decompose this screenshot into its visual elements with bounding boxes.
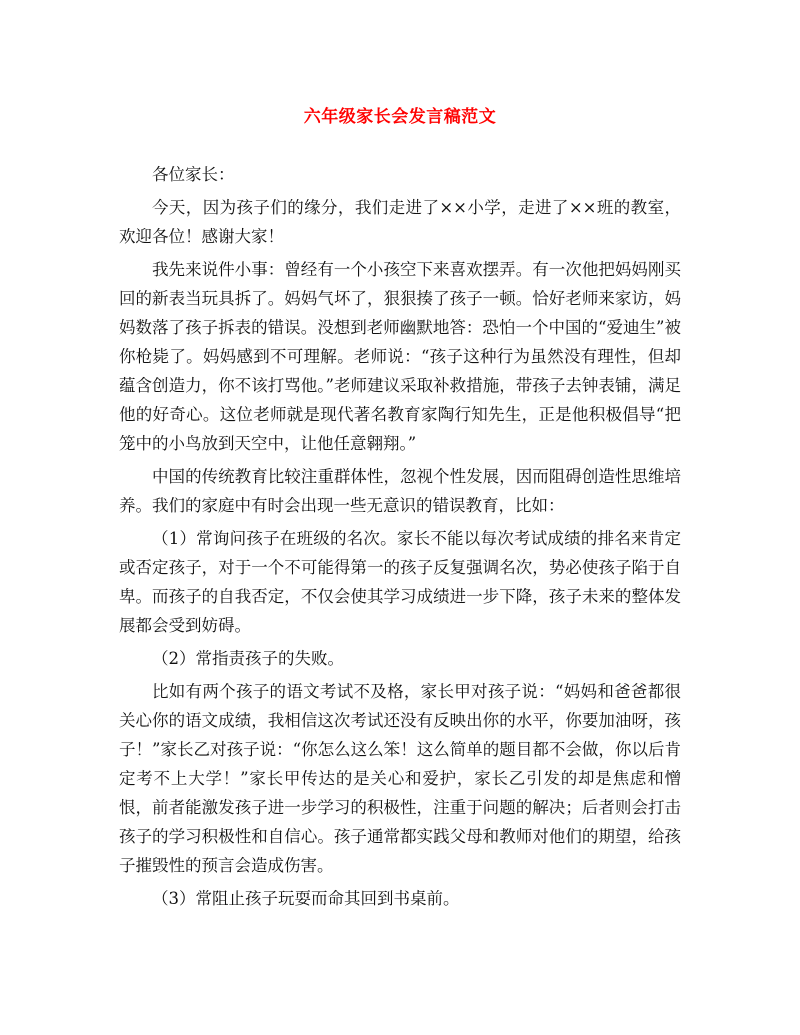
paragraph-item-2: （2）常指责孩子的失败。	[152, 649, 344, 668]
paragraph-welcome: 今天，因为孩子们的缘分，我们走进了××小学，走进了××班的教室，欢迎各位！感谢大家！	[119, 198, 681, 246]
document-body	[119, 160, 681, 913]
salutation-paragraph: 各位家长：	[152, 165, 235, 184]
paragraph-item-3: （3）常阻止孩子玩耍而命其回到书桌前。	[152, 889, 460, 908]
paragraph-traditional-education: 中国的传统教育比较注重群体性，忽视个性发展，因而阻碍创造性思维培养。我们的家庭中有时会出现一些无意识的错误教育，比如：	[119, 467, 681, 515]
document-title: 六年级家长会发言稿范文	[303, 107, 497, 127]
paragraph-example: 比如有两个孩子的语文考试不及格，家长甲对孩子说：“妈妈和爸爸都很关心你的语文成绩，我相信这次考试还没有反映出你的水平，你要加油呀，孩子！”家长乙对孩子说：“你怎么这么笨！这么简单的题目都不会做，你以后肯定考不上大学！”家长甲传达的是关心和爱护，家长乙引发的却是焦虑和憎恨，前者能激发孩子进一步学习的积极性，注重于问题的解决；后者则会打击孩子的学习积极性和自信心。孩子通常都实践父母和教师对他们的期望，给孩子摧毁性的预言会造成伤害。	[119, 682, 681, 875]
paragraph-item-1: （1）常询问孩子在班级的名次。家长不能以每次考试成绩的排名来肯定或否定孩子，对于一个不可能得第一的孩子反复强调名次，势必使孩子陷于自卑。而孩子的自我否定，不仅会使其学习成绩进一步下降，孩子未来的整体发展都会受到妨碍。	[119, 529, 681, 635]
paragraph-story: 我先来说件小事：曾经有一个小孩空下来喜欢摆弄。有一次他把妈妈刚买回的新表当玩具拆了。妈妈气坏了，狠狠揍了孩子一顿。恰好老师来家访，妈妈数落了孩子拆表的错误。没想到老师幽默地答：恐怕一个中国的“爱迪生”被你枪毙了。妈妈感到不可理解。老师说：“孩子这种行为虽然没有理性，但却蕴含创造力，你不该打骂他。”老师建议采取补救措施，带孩子去钟表铺，满足他的好奇心。这位老师就是现代著名教育家陶行知先生，正是他积极倡导“把笼中的小鸟放到天空中，让他任意翱翔。”	[119, 260, 681, 453]
